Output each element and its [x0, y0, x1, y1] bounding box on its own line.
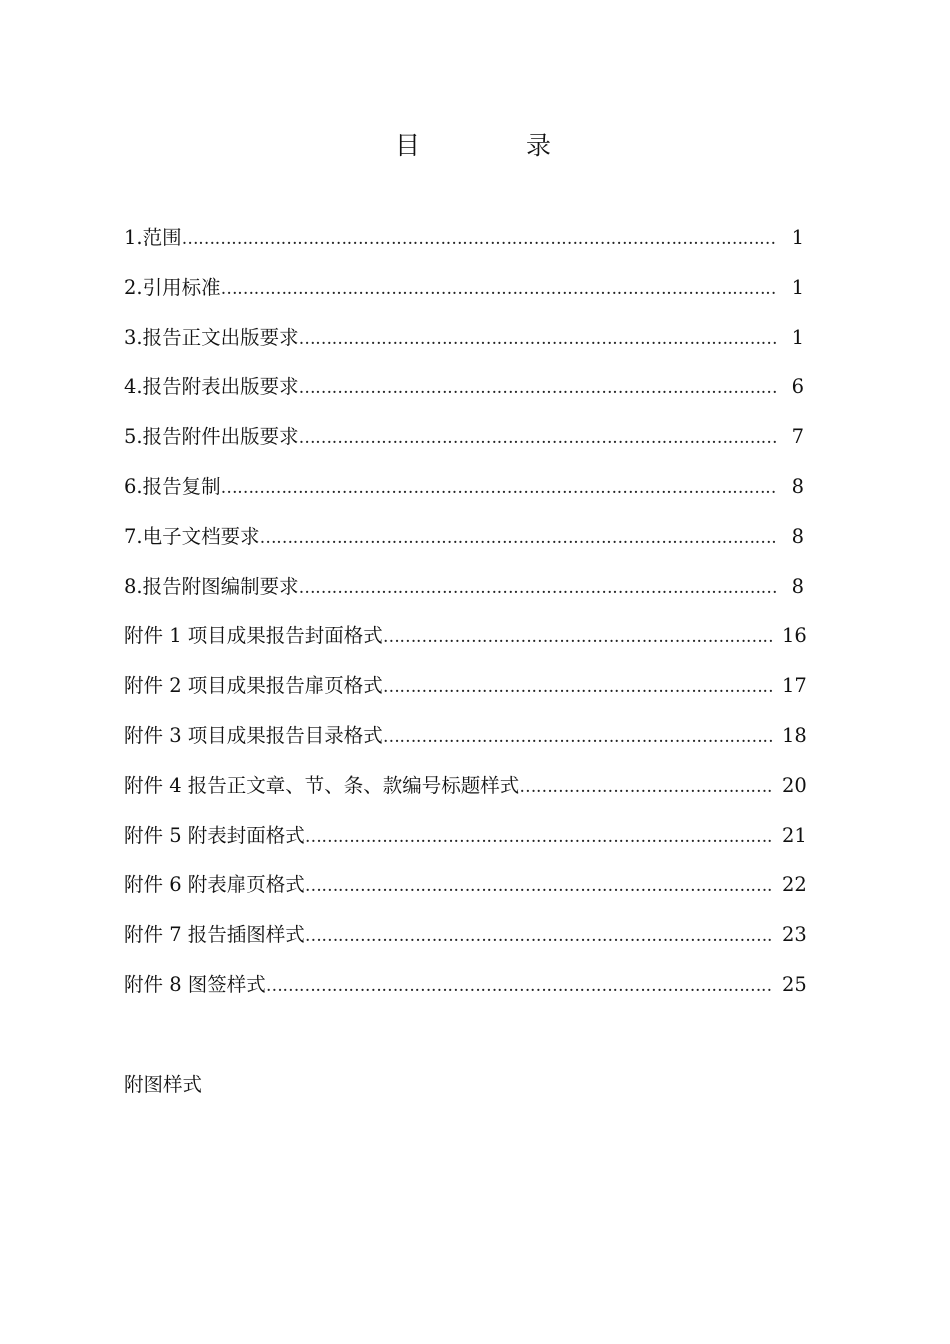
toc-entry-label: 电子文档要求 [142, 524, 260, 548]
toc-entry-number: 6. [124, 474, 143, 498]
toc-entry-page: 18 [782, 723, 807, 747]
toc-appendix-entry[interactable] [124, 719, 807, 769]
toc-appendix-entry[interactable] [124, 918, 807, 968]
toc-entry-number: 8. [124, 574, 143, 598]
toc-entry-number: 3. [124, 325, 143, 349]
toc-entry-number: 5. [124, 425, 143, 449]
toc-leader-dots [221, 471, 776, 505]
toc-entry-label: 报告正文出版要求 [142, 325, 299, 349]
toc-entry[interactable] [124, 520, 804, 570]
toc-leader-dots [266, 969, 772, 1003]
toc-appendix-entry[interactable] [124, 868, 807, 918]
toc-entry-number: 2. [124, 275, 143, 299]
toc-entry-label: 报告附图编制要求 [142, 574, 299, 598]
toc-leader-dots [305, 820, 772, 854]
toc-entry-number: 7. [124, 524, 143, 548]
appendix-figures-heading: 附图样式 [124, 1073, 203, 1096]
toc-appendix-entry[interactable] [124, 669, 807, 719]
toc-entry[interactable] [124, 221, 804, 271]
toc-appendix-entry[interactable] [124, 819, 807, 869]
toc-entry-page: 8 [791, 524, 804, 548]
toc-entry[interactable] [124, 321, 804, 371]
page-title [0, 128, 948, 164]
toc-entry-page: 1 [791, 226, 804, 249]
toc-entry-page: 20 [782, 773, 807, 797]
toc-leader-dots [519, 770, 772, 804]
toc-leader-dots [383, 620, 772, 654]
toc-entry-page: 7 [791, 425, 804, 449]
toc-entry[interactable] [124, 470, 804, 520]
toc-appendix-entry[interactable] [124, 619, 807, 669]
toc-entry-page: 22 [782, 873, 807, 897]
toc-entry-page: 16 [782, 624, 807, 648]
toc-leader-dots [305, 869, 772, 903]
toc-leader-dots [383, 720, 772, 754]
title-char-2: 录 [526, 131, 552, 160]
toc-entry-page: 1 [791, 275, 804, 299]
toc-leader-dots [299, 421, 776, 455]
toc-appendix-entry[interactable] [124, 968, 807, 1018]
toc-entry-label: 报告复制 [142, 474, 221, 498]
toc-entry-label: 报告附表出版要求 [142, 375, 299, 399]
toc-entry[interactable] [124, 370, 804, 420]
toc-leader-dots [299, 571, 776, 605]
title-char-1: 目 [394, 131, 420, 160]
toc-leader-dots [182, 222, 776, 256]
toc-entry-page: 1 [791, 325, 804, 349]
toc-entry-label: 附件 7 报告插图样式 [124, 923, 305, 947]
toc-leader-dots [299, 371, 776, 405]
toc-entry-label: 附件 4 报告正文章、节、条、款编号标题样式 [124, 773, 520, 797]
toc-entry-label: 附件 2 项目成果报告扉页格式 [124, 674, 383, 698]
toc-entry-label: 范围 [142, 226, 182, 249]
toc-leader-dots [260, 521, 776, 555]
toc-leader-dots [305, 919, 772, 953]
toc-entry[interactable] [124, 570, 804, 620]
toc-entry-label: 引用标准 [142, 275, 221, 299]
toc-entry-page: 6 [791, 375, 804, 399]
toc-entry[interactable] [124, 420, 804, 470]
toc-entry-number: 4. [124, 375, 143, 399]
toc-entry-page: 17 [782, 674, 807, 698]
toc-entry-label: 附件 1 项目成果报告封面格式 [124, 624, 383, 648]
toc-entry-page: 21 [782, 823, 807, 847]
toc-entry-label: 附件 8 图签样式 [124, 972, 266, 996]
toc-entry-number: 1. [124, 226, 143, 249]
toc-entry-label: 附件 6 附表扉页格式 [124, 873, 305, 897]
toc-entry-label: 报告附件出版要求 [142, 425, 299, 449]
toc-entry[interactable] [124, 271, 804, 321]
toc-entry-page: 8 [791, 574, 804, 598]
toc-leader-dots [299, 322, 776, 356]
table-of-contents [124, 221, 807, 1018]
toc-appendix-entry[interactable] [124, 769, 807, 819]
toc-entry-label: 附件 3 项目成果报告目录格式 [124, 723, 383, 747]
toc-entry-page: 23 [782, 923, 807, 947]
toc-entry-page: 25 [782, 972, 807, 996]
toc-entry-label: 附件 5 附表封面格式 [124, 823, 305, 847]
toc-leader-dots [221, 272, 776, 306]
toc-entry-page: 8 [791, 474, 804, 498]
toc-leader-dots [383, 670, 772, 704]
